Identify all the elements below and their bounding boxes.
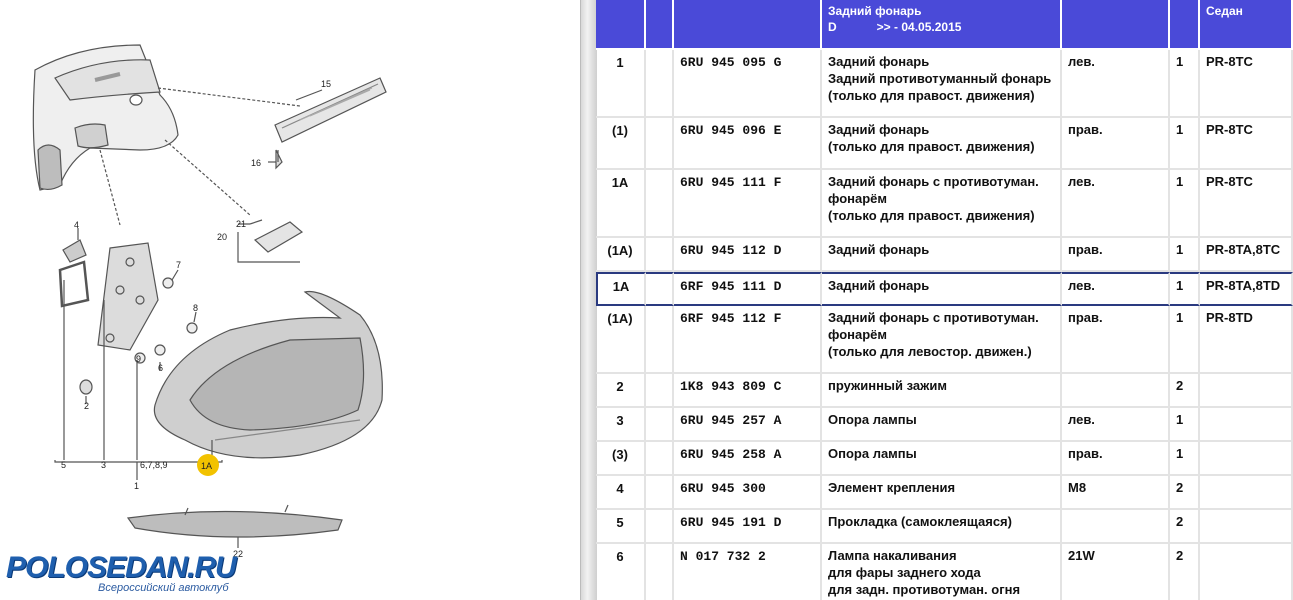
cell-description <box>822 544 1062 600</box>
cell-model: PR-8TA,8TC <box>1200 238 1293 272</box>
description-line: для фары заднего хода <box>828 565 981 580</box>
cell-pos: (1) <box>596 118 646 170</box>
cell-qty: 1 <box>1170 408 1200 442</box>
cell-model: PR-8TD <box>1200 306 1293 374</box>
table-row[interactable] <box>596 118 1293 170</box>
cell-description <box>822 442 1062 476</box>
cell-model <box>1200 476 1293 510</box>
cell-part-number: 6RU 945 112 D <box>674 238 822 272</box>
cell-qty: 2 <box>1170 374 1200 408</box>
cell-qty: 2 <box>1170 544 1200 600</box>
cell-part-number: 6RU 945 258 A <box>674 442 822 476</box>
logo-subtitle: Всероссийский автоклуб <box>98 582 229 594</box>
callout-7: 7 <box>176 260 182 270</box>
table-row[interactable] <box>596 306 1293 374</box>
callout-6789: 6,7,8,9 <box>140 460 168 470</box>
cell-qty: 1 <box>1170 50 1200 118</box>
cell-description <box>822 118 1062 170</box>
cell-qty: 1 <box>1170 170 1200 238</box>
cell-description <box>822 272 1062 306</box>
cell-part-number: 6RU 945 111 F <box>674 170 822 238</box>
cell-model: PR-8TC <box>1200 50 1293 118</box>
cell-blank <box>646 476 674 510</box>
cell-model <box>1200 374 1293 408</box>
description-line: Задний фонарь <box>828 242 930 257</box>
cell-pos: 1A <box>596 272 646 306</box>
table-row[interactable] <box>596 374 1293 408</box>
description-line: Задний фонарь с противотуман. <box>828 174 1039 189</box>
table-row[interactable] <box>596 510 1293 544</box>
parts-table-panel <box>596 0 1293 600</box>
header-description-sub <box>828 19 1054 35</box>
cell-description <box>822 170 1062 238</box>
cell-description <box>822 510 1062 544</box>
callout-5: 5 <box>61 460 67 470</box>
cell-description <box>822 476 1062 510</box>
licence-lamp-shape <box>255 222 302 252</box>
table-row[interactable] <box>596 238 1293 272</box>
cell-part-number: 6RU 945 300 <box>674 476 822 510</box>
cell-blank <box>646 272 674 306</box>
cell-note: M8 <box>1062 476 1170 510</box>
cell-qty: 1 <box>1170 306 1200 374</box>
cell-description <box>822 374 1062 408</box>
cell-pos: 2 <box>596 374 646 408</box>
description-line: Задний фонарь <box>828 122 930 137</box>
cell-model <box>1200 442 1293 476</box>
description-line: (только для левостор. движен.) <box>828 344 1032 359</box>
table-header-row <box>596 0 1293 50</box>
cell-note: лев. <box>1062 408 1170 442</box>
cell-part-number: 1K8 943 809 C <box>674 374 822 408</box>
cell-note: прав. <box>1062 306 1170 374</box>
parts-diagram <box>0 0 580 600</box>
description-line: Лампа накаливания <box>828 548 957 563</box>
cell-qty: 1 <box>1170 118 1200 170</box>
description-line: Задний фонарь <box>828 54 930 69</box>
description-line: пружинный зажим <box>828 378 947 393</box>
cell-qty: 1 <box>1170 238 1200 272</box>
callout-16: 16 <box>251 158 262 168</box>
table-row[interactable] <box>596 442 1293 476</box>
cell-model: PR-8TA,8TD <box>1200 272 1293 306</box>
cell-blank <box>646 118 674 170</box>
cell-pos: (3) <box>596 442 646 476</box>
cell-note: прав. <box>1062 238 1170 272</box>
cell-blank <box>646 238 674 272</box>
cell-qty: 2 <box>1170 476 1200 510</box>
cell-description <box>822 50 1062 118</box>
cell-note: лев. <box>1062 170 1170 238</box>
parts-table <box>596 0 1293 600</box>
header-note <box>1062 0 1170 50</box>
cell-pos: 1 <box>596 50 646 118</box>
callout-15: 15 <box>321 79 332 89</box>
description-line: Элемент крепления <box>828 480 956 495</box>
cell-part-number: 6RU 945 095 G <box>674 50 822 118</box>
header-description <box>822 0 1062 50</box>
callout-22: 22 <box>233 549 244 559</box>
callout-1: 1 <box>134 481 140 491</box>
table-row[interactable] <box>596 476 1293 510</box>
table-row[interactable] <box>596 272 1293 306</box>
site-logo[interactable] <box>6 552 266 598</box>
callout-2: 2 <box>84 401 90 411</box>
cell-note <box>1062 510 1170 544</box>
cell-qty: 2 <box>1170 510 1200 544</box>
cell-description <box>822 306 1062 374</box>
header-part <box>674 0 822 50</box>
header-qty <box>1170 0 1200 50</box>
cell-model <box>1200 544 1293 600</box>
callout-21: 21 <box>236 219 247 229</box>
cell-pos: 3 <box>596 408 646 442</box>
cell-qty: 1 <box>1170 272 1200 306</box>
description-line: Опора лампы <box>828 412 917 427</box>
cell-description <box>822 238 1062 272</box>
cell-note: 21W <box>1062 544 1170 600</box>
callout-9: 9 <box>136 354 142 364</box>
cell-model: PR-8TC <box>1200 118 1293 170</box>
description-line: Задний противотуманный фонарь <box>828 71 1052 86</box>
header-sub-right: >> - 04.05.2015 <box>876 20 962 34</box>
description-line: для задн. противотуман. огня <box>828 582 1021 597</box>
cell-part-number: 6RF 945 112 F <box>674 306 822 374</box>
cell-blank <box>646 408 674 442</box>
cell-description <box>822 408 1062 442</box>
cell-note: прав. <box>1062 442 1170 476</box>
callout-6: 6 <box>158 363 164 373</box>
description-line: Задний фонарь с противотуман. <box>828 310 1039 325</box>
header-model: Седан <box>1200 0 1293 50</box>
callout-8: 8 <box>193 303 199 313</box>
cell-part-number: 6RF 945 111 D <box>674 272 822 306</box>
cell-note <box>1062 374 1170 408</box>
table-row[interactable] <box>596 544 1293 600</box>
cell-blank <box>646 170 674 238</box>
logo-title: POLOSEDAN.RU <box>6 551 236 584</box>
description-line: (только для правост. движения) <box>828 208 1035 223</box>
header-pos <box>596 0 646 50</box>
cell-pos: 6 <box>596 544 646 600</box>
cell-part-number: 6RU 945 191 D <box>674 510 822 544</box>
callout-1A: 1A <box>201 461 213 471</box>
cell-blank <box>646 50 674 118</box>
description-line: фонарём <box>828 191 888 206</box>
cell-model: PR-8TC <box>1200 170 1293 238</box>
description-line: Прокладка (самоклеящаяся) <box>828 514 1012 529</box>
cell-pos: 1A <box>596 170 646 238</box>
cell-blank <box>646 442 674 476</box>
cell-blank <box>646 306 674 374</box>
cell-blank <box>646 510 674 544</box>
cell-pos: (1A) <box>596 306 646 374</box>
header-blank <box>646 0 674 50</box>
table-row[interactable] <box>596 170 1293 238</box>
cell-pos: 4 <box>596 476 646 510</box>
cell-note: лев. <box>1062 50 1170 118</box>
cell-pos: 5 <box>596 510 646 544</box>
cell-part-number: 6RU 945 257 A <box>674 408 822 442</box>
cell-qty: 1 <box>1170 442 1200 476</box>
cell-part-number: 6RU 945 096 E <box>674 118 822 170</box>
header-sub-left: D <box>828 20 837 34</box>
callout-4: 4 <box>74 220 80 230</box>
callout-20: 20 <box>217 232 228 242</box>
cell-blank <box>646 374 674 408</box>
splitter[interactable] <box>580 0 597 600</box>
cell-pos: (1A) <box>596 238 646 272</box>
table-row[interactable] <box>596 50 1293 118</box>
cell-model <box>1200 408 1293 442</box>
cell-model <box>1200 510 1293 544</box>
reflector-strip-shape <box>128 511 342 537</box>
cell-note: лев. <box>1062 272 1170 306</box>
header-description-title: Задний фонарь <box>828 4 922 18</box>
description-line: (только для правост. движения) <box>828 139 1035 154</box>
cell-blank <box>646 544 674 600</box>
description-line: Опора лампы <box>828 446 917 461</box>
description-line: (только для правост. движения) <box>828 88 1035 103</box>
callout-3: 3 <box>101 460 107 470</box>
cell-part-number: N 017 732 2 <box>674 544 822 600</box>
cell-note: прав. <box>1062 118 1170 170</box>
description-line: Задний фонарь <box>828 278 930 293</box>
table-row[interactable] <box>596 408 1293 442</box>
description-line: фонарём <box>828 327 888 342</box>
